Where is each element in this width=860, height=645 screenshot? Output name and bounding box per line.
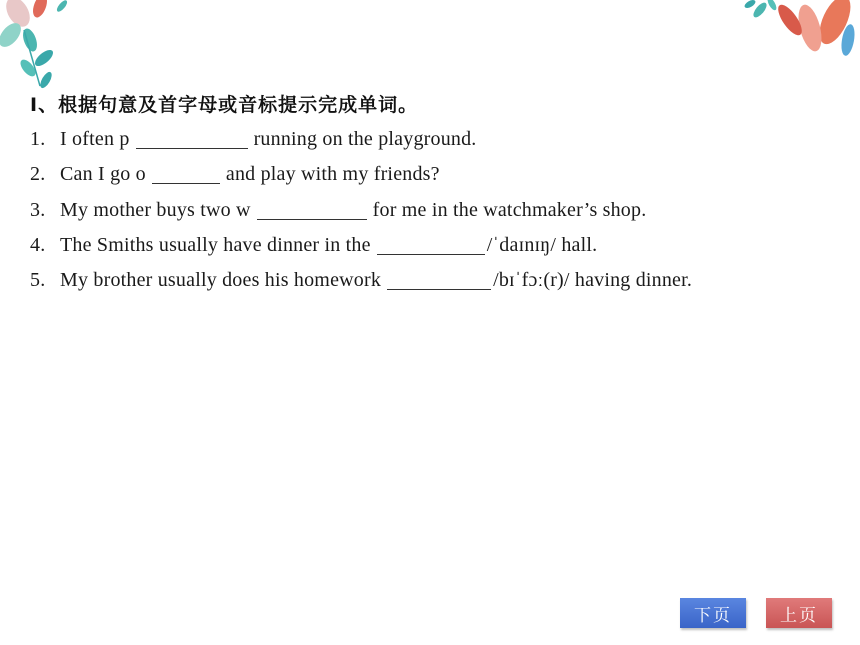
answer-blank[interactable] [136,128,248,149]
answer-blank[interactable] [377,234,485,255]
leaf-decoration-left-icon [0,0,90,95]
question-text-before: Can I go o [60,163,146,185]
question-number: 5. [30,269,46,291]
question-text-before: My brother usually does his homework [60,269,382,291]
question-text-after: /bɪˈfɔː(r)/ having dinner. [493,269,693,291]
previous-page-button[interactable]: 上页 [766,598,832,628]
question-text-before: My mother buys two w [60,199,251,221]
question-3 [30,199,646,222]
question-1 [30,128,477,151]
next-page-button[interactable]: 下页 [680,598,746,628]
question-text-before: The Smiths usually have dinner in the [60,234,371,256]
question-5 [30,269,692,292]
question-4 [30,234,597,257]
question-text-before: I often p [60,128,130,150]
answer-blank[interactable] [257,199,367,220]
question-text-after: and play with my friends? [225,163,440,185]
question-text-after: /ˈdaɪnɪŋ/ hall. [486,234,598,256]
exercise-heading: Ⅰ、根据句意及首字母或音标提示完成单词。 [30,94,419,116]
leaf-decoration-right-icon [730,0,860,70]
question-number: 4. [30,234,46,256]
question-text-after: running on the playground. [253,128,477,150]
question-2 [30,163,440,186]
question-number: 3. [30,199,46,221]
answer-blank[interactable] [152,163,220,184]
question-number: 1. [30,128,46,150]
answer-blank[interactable] [387,269,491,290]
question-number: 2. [30,163,46,185]
question-text-after: for me in the watchmaker’s shop. [372,199,647,221]
